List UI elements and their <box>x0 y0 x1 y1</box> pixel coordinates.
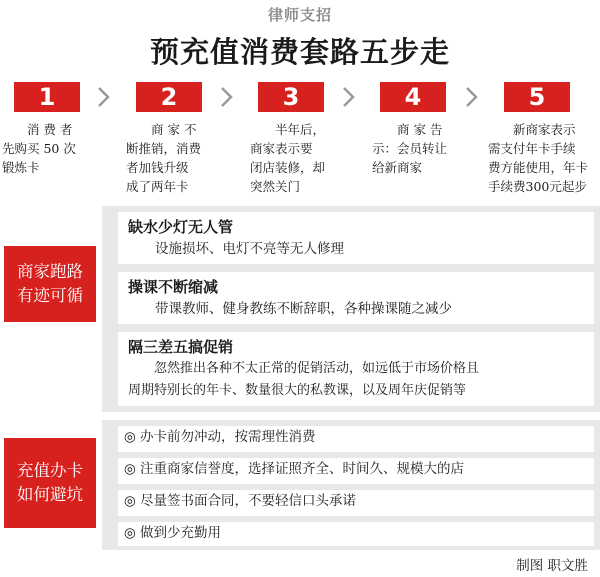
warning-card-3 <box>118 332 594 406</box>
chevron-right-icon <box>217 85 237 109</box>
warning-card-body: 设施损坏、电灯不亮等无人修理 <box>128 241 344 257</box>
chevron-right-icon <box>94 85 114 109</box>
warning-card-body: 带课教师、健身教练不断辞职，各种操课随之减少 <box>128 301 452 317</box>
warning-card-body: 忽然推出各种不太正常的促销活动，如远低于市场价格且 周期特别长的年卡、数量很大的私教课，以及周年庆促销等 <box>128 361 480 398</box>
warning-card-2 <box>118 272 594 324</box>
warning-card-title: 隔三差五搞促销 <box>128 338 234 356</box>
step-description-4: 商 家 告 示：会员转让 给新商家 <box>372 122 448 175</box>
tip-item-4: ◎ 做到少充勤用 <box>118 522 594 546</box>
warning-card-title: 操课不断缩减 <box>128 278 219 296</box>
chevron-right-icon <box>339 85 359 109</box>
bullet-icon: ◎ <box>124 461 136 477</box>
step-number-4: 4 <box>380 82 446 112</box>
kicker-label: 律师支招 <box>267 6 332 24</box>
credit-line: 制图 职文胜 <box>516 558 588 574</box>
step-number-2: 2 <box>136 82 202 112</box>
bullet-icon: ◎ <box>124 429 136 445</box>
step-description-5: 新商家表示 需支付年卡手续 费方能使用，年卡 手续费300元起步 <box>488 122 589 194</box>
warning-card-1 <box>118 212 594 264</box>
bullet-icon: ◎ <box>124 493 136 509</box>
tip-item-1: ◎ 办卡前勿冲动，按需理性消费 <box>118 426 594 452</box>
step-number-3: 3 <box>258 82 324 112</box>
step-number-5: 5 <box>504 82 570 112</box>
step-description-1: 消 费 者 先购买 50 次 锻炼卡 <box>2 122 76 175</box>
chevron-right-icon <box>462 85 482 109</box>
step-description-2: 商 家 不 断推销，消费 者加钱升级 成了两年卡 <box>126 122 202 194</box>
page-title: 预充值消费套路五步走 <box>149 35 450 69</box>
tip-item-3: ◎ 尽量签书面合同，不要轻信口头承诺 <box>118 490 594 516</box>
avoid-pitfalls-tag: 充值办卡 如何避坑 <box>4 438 96 528</box>
step-number-1: 1 <box>14 82 80 112</box>
warning-signs-tag: 商家跑路 有迹可循 <box>4 246 96 322</box>
bullet-icon: ◎ <box>124 525 136 541</box>
tip-item-2: ◎ 注重商家信誉度，选择证照齐全、时间久、规模大的店 <box>118 458 594 484</box>
step-description-3: 半年后， 商家表示要 闭店装修，却 突然关门 <box>250 122 326 194</box>
warning-card-title: 缺水少灯无人管 <box>128 218 234 236</box>
